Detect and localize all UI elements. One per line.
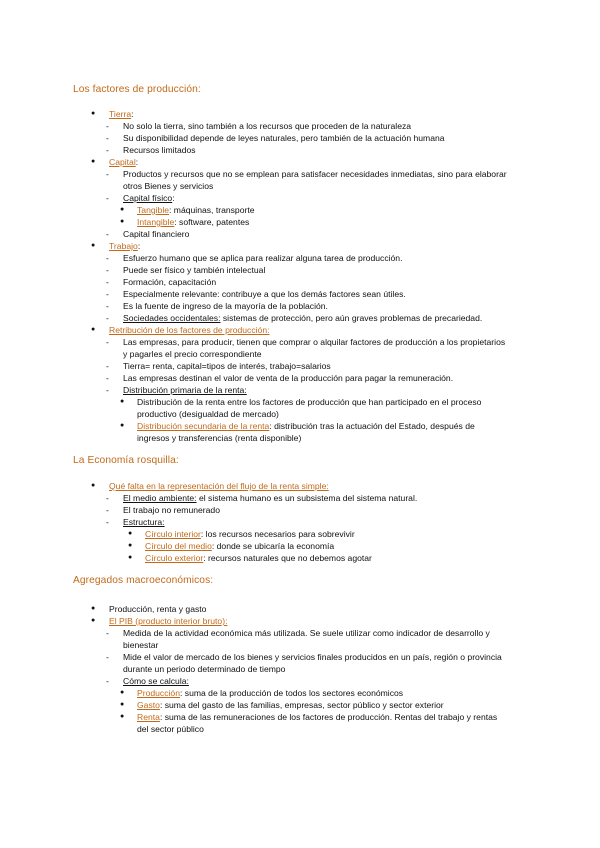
estructura-line — [123, 516, 165, 528]
capital-item: Productos y recursos que no se emplean para satisfacer necesidades inmediatas, sino para elaborar — [123, 169, 507, 179]
produccion-renta-gasto: Producción, renta y gasto — [109, 604, 207, 614]
pib-item-cont: durante un periodo determinado de tiempo — [123, 664, 286, 674]
tierra-item: No solo la tierra, sino también a los recursos que proceden de la naturaleza — [123, 121, 412, 131]
intangible-label: Intangible — [137, 217, 175, 227]
bullet-icon: ● — [91, 110, 96, 117]
pib-item: Mide el valor de mercado de los bienes y servicios finales producidos en un país, región o provincia — [123, 652, 502, 662]
circulo-exterior-line — [145, 552, 372, 564]
bullet-icon: ● — [128, 554, 133, 561]
circulo-interior-line — [145, 528, 355, 540]
capital-fisico-label: Capital físico — [123, 193, 173, 203]
pib-item: Medida de la actividad económica más utilizada. Se suele utilizar como indicador de desarrollo y — [123, 628, 490, 638]
capital-financiero: Capital financiero — [123, 229, 190, 239]
tangible-line — [137, 204, 255, 216]
bullet-icon: ● — [120, 218, 125, 225]
occidentales-label: Sociedades occidentales: — [123, 313, 221, 323]
secundaria-text: : distribución tras la actuación del Estado, después de — [269, 421, 475, 431]
heading-factores: Los factores de producción: — [73, 84, 201, 95]
dash-icon: - — [106, 505, 109, 515]
trabajo-label: Trabajo — [109, 241, 138, 251]
tierra-item: Su disponibilidad depende de leyes naturales, pero también de la actuación humana — [123, 133, 445, 143]
medio-ambiente-line — [123, 492, 417, 504]
heading-rosquilla: La Economía rosquilla: — [73, 455, 179, 466]
retribucion-label: Retribución de los factores de producción: — [109, 325, 270, 335]
bullet-icon: ● — [120, 701, 125, 708]
gasto-line — [137, 699, 444, 711]
renta-label: Renta — [137, 712, 160, 722]
pib-item-cont: bienestar — [123, 640, 159, 650]
bullet-icon: ● — [91, 242, 96, 249]
renta-text-cont: del sector público — [137, 724, 204, 734]
circulo-interior-text: : los recursos necesarios para sobrevivir — [200, 529, 355, 539]
dash-icon: - — [106, 517, 109, 527]
dash-icon: - — [106, 385, 109, 395]
primaria-text-cont: productivo (desigualdad de mercado) — [137, 409, 279, 419]
renta-text: : suma de las remuneraciones de los factores de producción. Rentas del trabajo y rentas — [159, 712, 498, 722]
produccion-label: Producción — [137, 688, 180, 698]
dash-icon: - — [106, 301, 109, 311]
bullet-icon: ● — [120, 713, 125, 720]
medio-ambiente-text: el sistema humano es un subsistema del sistema natural. — [196, 493, 418, 503]
dash-icon: - — [106, 253, 109, 263]
dash-icon: - — [106, 121, 109, 131]
estructura-label: Estructura: — [123, 517, 165, 527]
capital-label: Capital — [109, 157, 136, 167]
trabajo-no-remunerado: El trabajo no remunerado — [123, 505, 220, 515]
dash-icon: - — [106, 373, 109, 383]
bullet-icon: ● — [120, 206, 125, 213]
capital-label-line: Capital: — [109, 157, 139, 167]
tierra-label: Tierra — [109, 109, 132, 119]
circulo-medio-text: : donde se ubicaría la economía — [211, 541, 335, 551]
calcula-label: Cómo se calcula: — [123, 676, 189, 686]
bullet-icon: ● — [91, 605, 96, 612]
dash-icon: - — [106, 193, 109, 203]
pib-label: El PIB (producto interior bruto): — [109, 616, 228, 626]
dash-icon: - — [106, 289, 109, 299]
falta-line — [109, 480, 329, 492]
retribucion-item: Las empresas destinan el valor de venta de la producción para pagar la remuneración. — [123, 373, 454, 383]
bullet-icon: ● — [91, 158, 96, 165]
falta-label: Qué falta en la representación del flujo de la renta simple: — [109, 481, 329, 491]
retribucion-item: Las empresas, para producir, tienen que comprar o alquilar factores de producción a los propietarios — [123, 337, 506, 347]
circulo-medio-line — [145, 540, 334, 552]
bullet-icon: ● — [128, 530, 133, 537]
dash-icon: - — [106, 493, 109, 503]
dash-icon: - — [106, 277, 109, 287]
heading-agregados: Agregados macroeconómicos: — [73, 575, 214, 586]
dash-icon: - — [106, 676, 109, 686]
retribucion-item: Tierra= renta, capital=tipos de interés, trabajo=salarios — [123, 361, 331, 371]
retribucion-item-cont: y pagarles el precio correspondiente — [123, 349, 262, 359]
primaria-line — [123, 384, 247, 396]
occidentales-line — [123, 312, 482, 324]
trabajo-item: Esfuerzo humano que se aplica para realizar alguna tarea de producción. — [123, 253, 403, 263]
dash-icon: - — [106, 133, 109, 143]
trabajo-label-line: Trabajo: — [109, 241, 141, 251]
gasto-text: : suma del gasto de las familias, empresas, sector público y sector exterior — [159, 700, 444, 710]
bullet-icon: ● — [120, 422, 125, 429]
trabajo-item: Es la fuente de ingreso de la mayoría de la población. — [123, 301, 328, 311]
gasto-label: Gasto — [137, 700, 160, 710]
bullet-icon: ● — [91, 326, 96, 333]
bullet-icon: ● — [91, 482, 96, 489]
secundaria-label: Distribución secundaria de la renta — [137, 421, 270, 431]
bullet-icon: ● — [128, 542, 133, 549]
capital-item-cont: otros Bienes y servicios — [123, 181, 214, 191]
capital-fisico-line: Capital físico: — [123, 193, 175, 203]
dash-icon: - — [106, 628, 109, 638]
secundaria-text-cont: ingresos y transferencias (renta disponible) — [137, 433, 302, 443]
tangible-text: : máquinas, transporte — [169, 205, 255, 215]
intangible-line — [137, 216, 249, 228]
intangible-text: : software, patentes — [174, 217, 250, 227]
trabajo-item: Puede ser físico y también intelectual — [123, 265, 266, 275]
bullet-icon: ● — [120, 398, 125, 405]
produccion-text: : suma de la producción de todos los sectores económicos — [180, 688, 404, 698]
renta-line — [137, 711, 497, 723]
bullet-icon: ● — [120, 689, 125, 696]
dash-icon: - — [106, 265, 109, 275]
dash-icon: - — [106, 169, 109, 179]
circulo-exterior-label: Círculo exterior — [145, 553, 204, 563]
produccion-line — [137, 687, 403, 699]
calcula-line — [123, 675, 189, 687]
tierra-item: Recursos limitados — [123, 145, 196, 155]
bullet-icon: ● — [91, 617, 96, 624]
primaria-label: Distribución primaria de la renta: — [123, 385, 247, 395]
primaria-text: Distribución de la renta entre los factores de producción que han participado en el proceso — [137, 397, 482, 407]
dash-icon: - — [106, 652, 109, 662]
trabajo-item: Formación, capacitación — [123, 277, 217, 287]
circulo-interior-label: Círculo interior — [145, 529, 201, 539]
medio-ambiente-label: El medio ambiente: — [123, 493, 197, 503]
circulo-exterior-text: : recursos naturales que no debemos agotar — [203, 553, 372, 563]
dash-icon: - — [106, 337, 109, 347]
retribucion-label-line — [109, 324, 270, 336]
dash-icon: - — [106, 229, 109, 239]
occidentales-text: sistemas de protección, pero aún graves problemas de precariedad. — [220, 313, 483, 323]
dash-icon: - — [106, 361, 109, 371]
tierra-label-line: Tierra: — [109, 109, 134, 119]
secundaria-line — [137, 420, 475, 432]
dash-icon: - — [106, 145, 109, 155]
circulo-medio-label: Círculo del medio — [145, 541, 212, 551]
tangible-label: Tangible — [137, 205, 170, 215]
trabajo-item: Especialmente relevante: contribuye a que los demás factores sean útiles. — [123, 289, 406, 299]
dash-icon: - — [106, 313, 109, 323]
pib-line — [109, 615, 227, 627]
